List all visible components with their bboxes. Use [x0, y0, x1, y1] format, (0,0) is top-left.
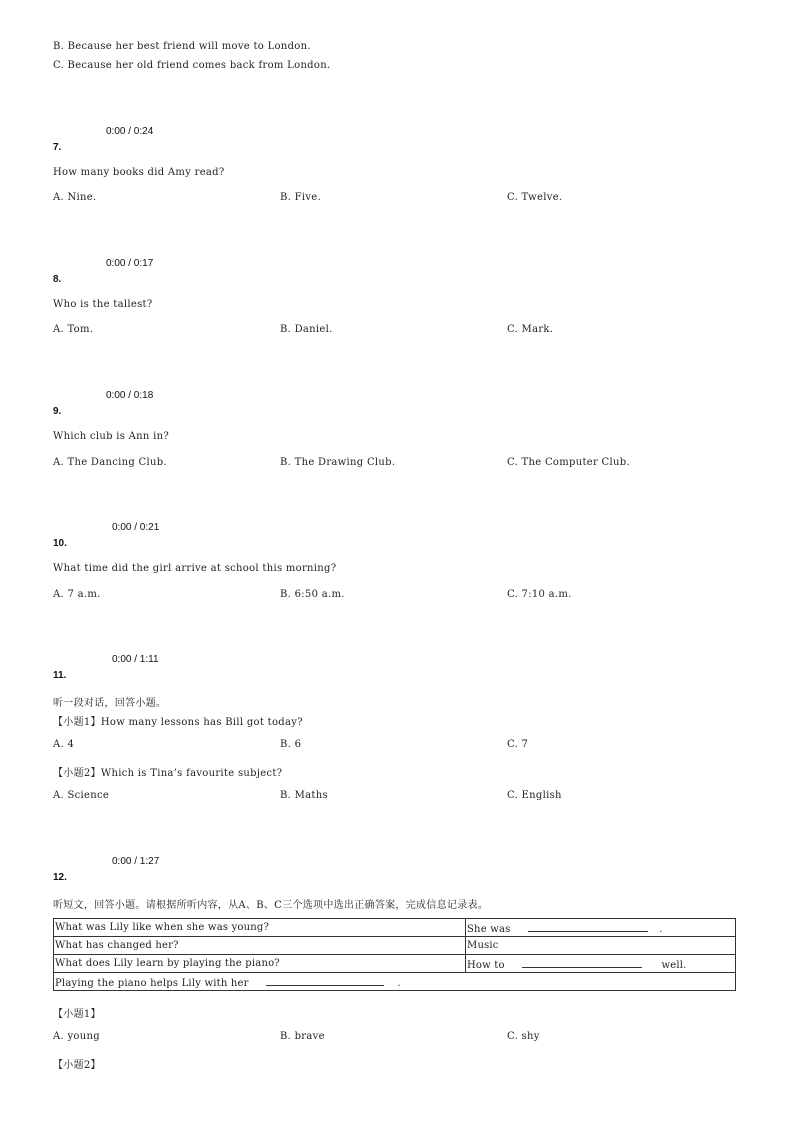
table-cell: What does Lily learn by playing the piano? [54, 955, 466, 973]
cell-text: . [397, 977, 401, 989]
option-a: A. 4 [53, 739, 75, 750]
answer-blank[interactable] [266, 975, 384, 986]
sub-question-1 [53, 713, 303, 728]
question-intro: 听一段对话，回答小题。 [53, 698, 167, 709]
option-b: B. 6:50 a.m. [280, 589, 345, 600]
table-cell: What was Lily like when she was young? [54, 919, 466, 937]
option-b: B. brave [280, 1031, 325, 1042]
option-c: C. 7:10 a.m. [507, 589, 572, 600]
question-prompt: Who is the tallest? [53, 299, 153, 310]
option-c: C. Mark. [507, 324, 554, 335]
option-c: C. Because her old friend comes back from London. [53, 60, 331, 71]
table-cell [466, 919, 736, 937]
audio-time-q12[interactable]: 0:00 / 1:27 [112, 856, 160, 867]
table-cell [54, 973, 736, 991]
cell-text: . [659, 923, 663, 935]
cell-text: Playing the piano helps Lily with her [55, 977, 249, 989]
question-number: 10. [53, 538, 67, 549]
option-b: B. Daniel. [280, 324, 333, 335]
option-b: B. Because her best friend will move to London. [53, 41, 311, 52]
cell-text: well. [661, 959, 687, 971]
option-c: C. The Computer Club. [507, 457, 630, 468]
answer-blank[interactable] [522, 957, 642, 968]
audio-time-q10[interactable]: 0:00 / 0:21 [112, 522, 160, 533]
option-a: A. The Dancing Club. [53, 457, 167, 468]
table-cell [466, 955, 736, 973]
sub-question-label: 【小题1】 [53, 1009, 101, 1020]
audio-time-q11[interactable]: 0:00 / 1:11 [112, 654, 159, 665]
info-record-table [53, 918, 736, 991]
sub-question-prompt: Which is Tina’s favourite subject? [100, 768, 283, 779]
answer-blank[interactable] [528, 921, 648, 932]
option-a: A. 7 a.m. [53, 589, 101, 600]
option-b: B. Maths [280, 790, 328, 801]
question-prompt: What time did the girl arrive at school this morning? [53, 563, 337, 574]
table-cell: What has changed her? [54, 937, 466, 955]
sub-question-label: 【小题2】 [53, 1060, 101, 1071]
question-number: 9. [53, 406, 62, 417]
question-number: 7. [53, 142, 62, 153]
option-c: C. English [507, 790, 562, 801]
option-c: C. Twelve. [507, 192, 563, 203]
option-c: C. 7 [507, 739, 529, 750]
question-number: 8. [53, 274, 62, 285]
option-a: A. Nine. [53, 192, 97, 203]
sub-question-label: 【小题2】 [53, 768, 101, 779]
audio-time-q9[interactable]: 0:00 / 0:18 [106, 390, 154, 401]
option-b: B. Five. [280, 192, 321, 203]
option-c: C. shy [507, 1031, 540, 1042]
table-row [54, 937, 736, 955]
question-intro: 听短文，回答小题。请根据所听内容，从A、B、C三个选项中选出正确答案，完成信息记录表。 [53, 900, 489, 911]
question-prompt: Which club is Ann in? [53, 431, 170, 442]
table-row [54, 955, 736, 973]
option-b: B. The Drawing Club. [280, 457, 396, 468]
question-number: 12. [53, 872, 67, 883]
sub-question-prompt: How many lessons has Bill got today? [100, 717, 303, 728]
option-b: B. 6 [280, 739, 302, 750]
option-a: A. Science [53, 790, 110, 801]
cell-text: How to [467, 959, 505, 971]
audio-time-q7[interactable]: 0:00 / 0:24 [106, 126, 154, 137]
table-cell: Music [466, 937, 736, 955]
table-row [54, 973, 736, 991]
question-number: 11. [53, 670, 67, 681]
option-a: A. young [53, 1031, 100, 1042]
sub-question-label: 【小题1】 [53, 717, 101, 728]
option-a: A. Tom. [53, 324, 94, 335]
question-prompt: How many books did Amy read? [53, 167, 225, 178]
cell-text: She was [467, 923, 511, 935]
table-row [54, 919, 736, 937]
sub-question-2 [53, 764, 282, 779]
audio-time-q8[interactable]: 0:00 / 0:17 [106, 258, 154, 269]
